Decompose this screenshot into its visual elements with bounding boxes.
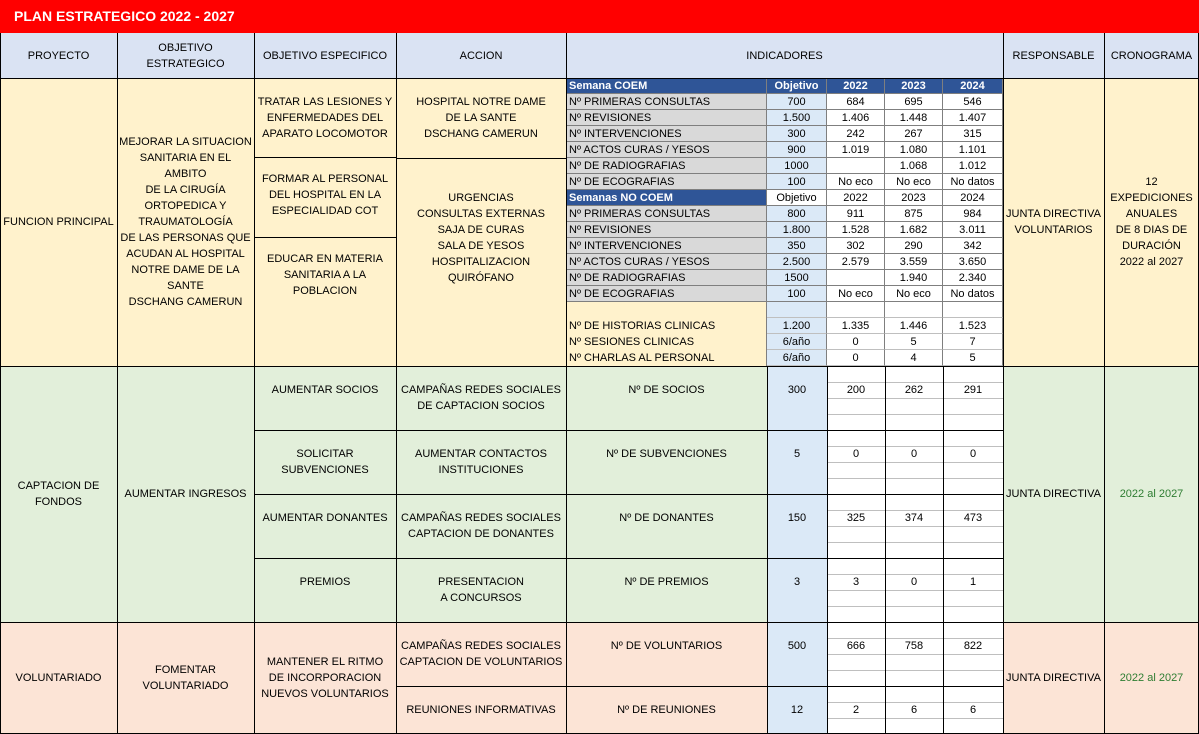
indicator-value: 1.406 xyxy=(827,110,885,126)
captacion-accion: CAMPAÑAS REDES SOCIALES CAPTACION DE DONANTES xyxy=(396,494,566,558)
voluntariado-proyecto: VOLUNTARIADO xyxy=(0,622,117,734)
voluntariado-indicador: Nº DE REUNIONES xyxy=(566,686,767,734)
indicator-value: 2.579 xyxy=(827,254,885,270)
funcion-objetivo-especifico: TRATAR LAS LESIONES Y ENFERMEDADES DEL APARATO LOCOMOTOR xyxy=(254,78,396,157)
grid-line xyxy=(396,686,1003,687)
indicator-value xyxy=(885,302,943,318)
indicator-value xyxy=(827,270,885,286)
grid-line xyxy=(885,366,886,734)
voluntariado-accion: REUNIONES INFORMATIVAS xyxy=(396,686,566,734)
indicator-value: 6/año xyxy=(767,350,827,366)
indicator-table-header: Objetivo xyxy=(767,78,827,94)
indicator-value: 3.011 xyxy=(943,222,1003,238)
captacion-valor-2023: 0 xyxy=(885,430,943,494)
voluntariado-valor-2023: 6 xyxy=(885,686,943,734)
indicator-label: Nº DE RADIOGRAFIAS xyxy=(566,158,767,174)
indicator-value: 695 xyxy=(885,94,943,110)
indicator-table-header: 2024 xyxy=(943,190,1003,206)
indicator-value xyxy=(827,302,885,318)
indicator-value: 1.500 xyxy=(767,110,827,126)
indicator-value: 984 xyxy=(943,206,1003,222)
captacion-indicador: Nº DE PREMIOS xyxy=(566,558,767,622)
indicator-table-header: Semana COEM xyxy=(566,78,767,94)
indicator-value: No eco xyxy=(885,174,943,190)
indicator-value: 3.650 xyxy=(943,254,1003,270)
grid-line xyxy=(396,158,566,159)
indicator-value: 1.019 xyxy=(827,142,885,158)
grid-line xyxy=(254,494,1003,495)
indicator-table-header: 2024 xyxy=(943,78,1003,94)
indicator-label: Nº DE HISTORIAS CLINICAS xyxy=(566,318,767,334)
captacion-indicador: Nº DE SOCIOS xyxy=(566,366,767,430)
indicator-label: Nº DE ECOGRAFIAS xyxy=(566,286,767,302)
voluntariado-valor-2023: 758 xyxy=(885,622,943,686)
indicator-table-header: 2022 xyxy=(827,190,885,206)
indicator-label: Nº INTERVENCIONES xyxy=(566,238,767,254)
voluntariado-objetivo-valor: 12 xyxy=(767,686,827,734)
indicator-value: 1.682 xyxy=(885,222,943,238)
voluntariado-valor-2022: 2 xyxy=(827,686,885,734)
column-header-proyecto: PROYECTO xyxy=(0,33,117,78)
grid-line xyxy=(827,478,1003,479)
funcion-objetivo-especifico: EDUCAR EN MATERIA SANITARIA A LA POBLACION xyxy=(254,237,396,366)
column-header-responsable: RESPONSABLE xyxy=(1003,33,1104,78)
voluntariado-valor-2024: 6 xyxy=(943,686,1003,734)
indicator-value: 1.528 xyxy=(827,222,885,238)
indicator-value xyxy=(943,302,1003,318)
grid-line xyxy=(827,670,1003,671)
indicator-value: 700 xyxy=(767,94,827,110)
grid-line xyxy=(827,510,1003,511)
grid-line xyxy=(1003,33,1004,734)
grid-line xyxy=(827,590,1003,591)
indicator-value: 5 xyxy=(943,350,1003,366)
funcion-responsable: JUNTA DIRECTIVA VOLUNTARIOS xyxy=(1003,78,1104,366)
captacion-valor-2022: 0 xyxy=(827,430,885,494)
grid-line xyxy=(396,33,397,734)
column-header-objetivo-estrategico: OBJETIVO ESTRATEGICO xyxy=(117,33,254,78)
grid-line xyxy=(827,718,1003,719)
grid-line xyxy=(254,157,396,158)
grid-line xyxy=(117,33,118,734)
indicator-value: 1.446 xyxy=(885,318,943,334)
indicator-table-header: 2022 xyxy=(827,78,885,94)
indicator-label: Nº PRIMERAS CONSULTAS xyxy=(566,206,767,222)
indicator-value: 900 xyxy=(767,142,827,158)
captacion-valor-2022: 3 xyxy=(827,558,885,622)
column-header-accion: ACCION xyxy=(396,33,566,78)
grid-line xyxy=(1104,33,1105,734)
voluntariado-accion: CAMPAÑAS REDES SOCIALES CAPTACION DE VOLUNTARIOS xyxy=(396,622,566,686)
indicator-value: 1.068 xyxy=(885,158,943,174)
indicator-value: 242 xyxy=(827,126,885,142)
grid-line xyxy=(827,446,1003,447)
indicator-label: Nº CHARLAS AL PERSONAL xyxy=(566,350,767,366)
grid-line xyxy=(254,558,1003,559)
grid-line xyxy=(827,606,1003,607)
captacion-objetivo-especifico: SOLICITAR SUBVENCIONES xyxy=(254,430,396,494)
indicator-value: 546 xyxy=(943,94,1003,110)
indicator-value: 100 xyxy=(767,174,827,190)
indicator-value: 290 xyxy=(885,238,943,254)
indicator-table-header: Objetivo xyxy=(767,190,827,206)
indicator-value: 800 xyxy=(767,206,827,222)
grid-line xyxy=(827,702,1003,703)
indicator-value: 1500 xyxy=(767,270,827,286)
indicator-label: Nº DE ECOGRAFIAS xyxy=(566,174,767,190)
indicator-value: No datos xyxy=(943,174,1003,190)
indicator-label: Nº PRIMERAS CONSULTAS xyxy=(566,94,767,110)
captacion-valor-2023: 262 xyxy=(885,366,943,430)
indicator-label: Nº INTERVENCIONES xyxy=(566,126,767,142)
grid-line xyxy=(0,366,1199,367)
funcion-proyecto: FUNCION PRINCIPAL xyxy=(0,78,117,366)
captacion-accion: AUMENTAR CONTACTOS INSTITUCIONES xyxy=(396,430,566,494)
indicator-value: 1.448 xyxy=(885,110,943,126)
captacion-objetivo-valor: 300 xyxy=(767,366,827,430)
indicator-value: 1.407 xyxy=(943,110,1003,126)
captacion-objetivo-estrategico: AUMENTAR INGRESOS xyxy=(117,366,254,622)
grid-line xyxy=(827,574,1003,575)
indicator-value xyxy=(827,158,885,174)
indicator-value: No datos xyxy=(943,286,1003,302)
indicator-value: 342 xyxy=(943,238,1003,254)
captacion-objetivo-valor: 3 xyxy=(767,558,827,622)
indicator-label xyxy=(566,302,767,318)
captacion-valor-2024: 473 xyxy=(943,494,1003,558)
grid-line xyxy=(827,638,1003,639)
indicator-value: 315 xyxy=(943,126,1003,142)
funcion-objetivo-estrategico: MEJORAR LA SITUACION SANITARIA EN EL AMBITO DE LA CIRUGÍA ORTOPEDICA Y TRAUMATOLOGÍA DE LAS PERSONAS QUE ACUDAN AL HOSPITAL NOTRE DAME DE LA SANTE DSCHANG CAMERUN xyxy=(117,78,254,366)
funcion-objetivo-especifico: FORMAR AL PERSONAL DEL HOSPITAL EN LA ESPECIALIDAD COT xyxy=(254,157,396,237)
indicator-value: 1.080 xyxy=(885,142,943,158)
captacion-proyecto: CAPTACION DE FONDOS xyxy=(0,366,117,622)
indicator-value: No eco xyxy=(885,286,943,302)
voluntariado-objetivo-valor: 500 xyxy=(767,622,827,686)
indicator-value: 2.500 xyxy=(767,254,827,270)
voluntariado-valor-2022: 666 xyxy=(827,622,885,686)
captacion-valor-2024: 1 xyxy=(943,558,1003,622)
captacion-objetivo-especifico: PREMIOS xyxy=(254,558,396,622)
indicator-value: 300 xyxy=(767,126,827,142)
grid-line xyxy=(0,622,1199,623)
indicator-value: 1.012 xyxy=(943,158,1003,174)
indicator-table-header: Semanas NO COEM xyxy=(566,190,767,206)
grid-line xyxy=(0,78,1199,79)
indicator-value: 4 xyxy=(885,350,943,366)
indicator-value: 1.335 xyxy=(827,318,885,334)
grid-line xyxy=(254,33,255,734)
grid-line xyxy=(827,414,1003,415)
voluntariado-valor-2024: 822 xyxy=(943,622,1003,686)
captacion-responsable: JUNTA DIRECTIVA xyxy=(1003,366,1104,622)
indicator-value: 875 xyxy=(885,206,943,222)
indicator-value: No eco xyxy=(827,286,885,302)
indicator-value: 5 xyxy=(885,334,943,350)
indicator-label: Nº REVISIONES xyxy=(566,110,767,126)
indicator-value xyxy=(767,302,827,318)
grid-line xyxy=(827,366,828,734)
indicator-value: 684 xyxy=(827,94,885,110)
indicator-value: 0 xyxy=(827,350,885,366)
funcion-cronograma: 12 EXPEDICIONES ANUALES DE 8 DIAS DE DURACIÓN 2022 al 2027 xyxy=(1104,78,1199,366)
captacion-indicador: Nº DE SUBVENCIONES xyxy=(566,430,767,494)
indicator-value: 6/año xyxy=(767,334,827,350)
grid-line xyxy=(566,33,567,734)
captacion-objetivo-especifico: AUMENTAR DONANTES xyxy=(254,494,396,558)
indicator-value: 1.101 xyxy=(943,142,1003,158)
indicator-value: 2.340 xyxy=(943,270,1003,286)
grid-line xyxy=(827,542,1003,543)
voluntariado-indicador: Nº DE VOLUNTARIOS xyxy=(566,622,767,686)
captacion-indicador: Nº DE DONANTES xyxy=(566,494,767,558)
column-header-cronograma: CRONOGRAMA xyxy=(1104,33,1199,78)
indicator-value: 350 xyxy=(767,238,827,254)
captacion-objetivo-valor: 5 xyxy=(767,430,827,494)
grid-line xyxy=(827,398,1003,399)
indicator-label: Nº SESIONES CLINICAS xyxy=(566,334,767,350)
captacion-objetivo-especifico: AUMENTAR SOCIOS xyxy=(254,366,396,430)
column-header-indicadores: INDICADORES xyxy=(566,33,1003,78)
captacion-objetivo-valor: 150 xyxy=(767,494,827,558)
indicator-value: 100 xyxy=(767,286,827,302)
grid-line xyxy=(827,526,1003,527)
captacion-accion: CAMPAÑAS REDES SOCIALES DE CAPTACION SOCIOS xyxy=(396,366,566,430)
indicator-value: 1.523 xyxy=(943,318,1003,334)
voluntariado-objetivo-estrategico: FOMENTAR VOLUNTARIADO xyxy=(117,622,254,734)
indicator-value: No eco xyxy=(827,174,885,190)
indicator-value: 911 xyxy=(827,206,885,222)
funcion-accion-servicios: URGENCIAS CONSULTAS EXTERNAS SAJA DE CURAS SALA DE YESOS HOSPITALIZACION QUIRÓFANO xyxy=(396,158,566,366)
grid-line xyxy=(0,33,1,734)
captacion-accion: PRESENTACION A CONCURSOS xyxy=(396,558,566,622)
captacion-valor-2024: 291 xyxy=(943,366,1003,430)
captacion-valor-2023: 0 xyxy=(885,558,943,622)
captacion-valor-2023: 374 xyxy=(885,494,943,558)
grid-line xyxy=(254,430,1003,431)
indicator-label: Nº REVISIONES xyxy=(566,222,767,238)
grid-line xyxy=(827,382,1003,383)
voluntariado-responsable: JUNTA DIRECTIVA xyxy=(1003,622,1104,734)
grid-line xyxy=(767,366,768,734)
indicator-value: 3.559 xyxy=(885,254,943,270)
indicator-table-header: 2023 xyxy=(885,190,943,206)
indicator-value: 1000 xyxy=(767,158,827,174)
voluntariado-objetivo-especifico: MANTENER EL RITMO DE INCORPORACION NUEVOS VOLUNTARIOS xyxy=(254,622,396,734)
indicator-table-header: 2023 xyxy=(885,78,943,94)
indicator-label: Nº DE RADIOGRAFIAS xyxy=(566,270,767,286)
grid-line xyxy=(827,654,1003,655)
grid-line xyxy=(827,462,1003,463)
captacion-valor-2024: 0 xyxy=(943,430,1003,494)
grid-line xyxy=(943,366,944,734)
indicator-value: 1.800 xyxy=(767,222,827,238)
sheet-title: PLAN ESTRATEGICO 2022 - 2027 xyxy=(0,0,1199,33)
funcion-accion-hospital: HOSPITAL NOTRE DAME DE LA SANTE DSCHANG CAMERUN xyxy=(396,78,566,158)
indicator-value: 267 xyxy=(885,126,943,142)
indicator-value: 1.200 xyxy=(767,318,827,334)
indicator-label: Nº ACTOS CURAS / YESOS xyxy=(566,142,767,158)
grid-line xyxy=(254,237,396,238)
column-header-objetivo-especifico: OBJETIVO ESPECIFICO xyxy=(254,33,396,78)
indicator-value: 1.940 xyxy=(885,270,943,286)
indicator-value: 302 xyxy=(827,238,885,254)
voluntariado-cronograma: 2022 al 2027 xyxy=(1104,622,1199,734)
captacion-cronograma: 2022 al 2027 xyxy=(1104,366,1199,622)
captacion-valor-2022: 200 xyxy=(827,366,885,430)
indicator-label: Nº ACTOS CURAS / YESOS xyxy=(566,254,767,270)
captacion-valor-2022: 325 xyxy=(827,494,885,558)
indicator-value: 0 xyxy=(827,334,885,350)
indicator-value: 7 xyxy=(943,334,1003,350)
